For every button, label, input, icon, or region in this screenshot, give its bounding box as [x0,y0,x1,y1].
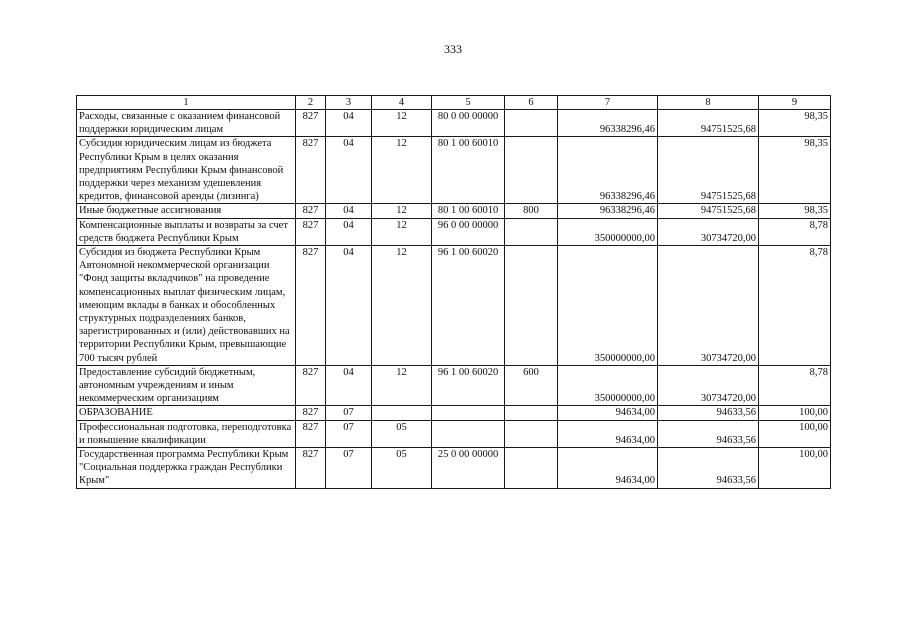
header-cell: 5 [432,96,505,110]
expense-type-cell [505,420,558,447]
target-article-cell: 80 1 00 60010 [432,204,505,218]
section-code-cell: 04 [326,365,372,406]
header-cell: 4 [372,96,432,110]
row-name-cell: Иные бюджетные ассигнования [77,204,296,218]
ministry-code-cell: 827 [296,204,326,218]
table-row [77,246,831,366]
planned-amount-cell: 96338296,46 [558,110,658,137]
percent-cell: 8,78 [759,246,831,366]
ministry-code-cell: 827 [296,218,326,245]
expense-type-cell [505,137,558,204]
percent-cell: 100,00 [759,406,831,420]
page-number: 333 [444,42,462,56]
target-article-cell: 96 0 00 00000 [432,218,505,245]
percent-cell: 98,35 [759,137,831,204]
ministry-code-cell: 827 [296,448,326,489]
percent-cell: 98,35 [759,110,831,137]
planned-amount-cell: 350000000,00 [558,246,658,366]
planned-amount-cell: 96338296,46 [558,137,658,204]
actual-amount-cell: 94751525,68 [658,137,759,204]
percent-cell: 8,78 [759,218,831,245]
expense-type-cell [505,218,558,245]
ministry-code-cell: 827 [296,365,326,406]
table-row [77,218,831,245]
target-article-cell: 80 1 00 60010 [432,137,505,204]
row-name-cell: Субсидия юридическим лицам из бюджета Республики Крым в целях оказания предприятиям Республики Крым финансовой поддержки через механизм удешевления кредитов, финансовой аренды (лизинга) [77,137,296,204]
target-article-cell [432,420,505,447]
actual-amount-cell: 94633,56 [658,420,759,447]
table-row [77,204,831,218]
header-cell: 1 [77,96,296,110]
header-cell: 9 [759,96,831,110]
section-code-cell: 07 [326,406,372,420]
row-name-cell: ОБРАЗОВАНИЕ [77,406,296,420]
actual-amount-cell: 94751525,68 [658,204,759,218]
actual-amount-cell: 94751525,68 [658,110,759,137]
table-row [77,110,831,137]
header-cell: 2 [296,96,326,110]
actual-amount-cell: 94633,56 [658,448,759,489]
subsection-code-cell [372,406,432,420]
percent-cell: 100,00 [759,420,831,447]
section-code-cell: 07 [326,448,372,489]
expense-type-cell [505,448,558,489]
subsection-code-cell: 12 [372,246,432,366]
row-name-cell: Субсидия из бюджета Республики Крым Автономной некоммерческой организации "Фонд защиты вкладчиков" на проведение компенсационных выплат физическим лицам, имеющим вклады в банках и обособленных структурных подразделениях банков, зарегистрированных и (или) действовавших на территории Республики Крым, превышающие 700 тысяч рублей [77,246,296,366]
table-row [77,365,831,406]
actual-amount-cell: 94633,56 [658,406,759,420]
section-code-cell: 04 [326,218,372,245]
percent-cell: 8,78 [759,365,831,406]
planned-amount-cell: 350000000,00 [558,365,658,406]
planned-amount-cell: 94634,00 [558,406,658,420]
ministry-code-cell: 827 [296,246,326,366]
table-row [77,448,831,489]
table-row [77,137,831,204]
ministry-code-cell: 827 [296,110,326,137]
target-article-cell: 80 0 00 00000 [432,110,505,137]
header-cell: 6 [505,96,558,110]
subsection-code-cell: 05 [372,448,432,489]
header-cell: 8 [658,96,759,110]
target-article-cell [432,406,505,420]
actual-amount-cell: 30734720,00 [658,246,759,366]
subsection-code-cell: 12 [372,204,432,218]
subsection-code-cell: 05 [372,420,432,447]
expense-type-cell [505,110,558,137]
planned-amount-cell: 94634,00 [558,448,658,489]
subsection-code-cell: 12 [372,218,432,245]
planned-amount-cell: 96338296,46 [558,204,658,218]
percent-cell: 98,35 [759,204,831,218]
target-article-cell: 96 1 00 60020 [432,365,505,406]
header-cell: 3 [326,96,372,110]
actual-amount-cell: 30734720,00 [658,218,759,245]
row-name-cell: Государственная программа Республики Крым "Социальная поддержка граждан Республики Крым" [77,448,296,489]
table-header-row [77,96,831,110]
section-code-cell: 04 [326,137,372,204]
expense-type-cell: 600 [505,365,558,406]
expense-type-cell [505,406,558,420]
ministry-code-cell: 827 [296,420,326,447]
planned-amount-cell: 350000000,00 [558,218,658,245]
ministry-code-cell: 827 [296,406,326,420]
header-cell: 7 [558,96,658,110]
subsection-code-cell: 12 [372,110,432,137]
table-row [77,406,831,420]
section-code-cell: 04 [326,110,372,137]
target-article-cell: 25 0 00 00000 [432,448,505,489]
table-row [77,420,831,447]
row-name-cell: Компенсационные выплаты и возвраты за счет средств бюджета Республики Крым [77,218,296,245]
ministry-code-cell: 827 [296,137,326,204]
section-code-cell: 04 [326,246,372,366]
section-code-cell: 04 [326,204,372,218]
percent-cell: 100,00 [759,448,831,489]
subsection-code-cell: 12 [372,365,432,406]
section-code-cell: 07 [326,420,372,447]
actual-amount-cell: 30734720,00 [658,365,759,406]
row-name-cell: Профессиональная подготовка, переподготовка и повышение квалификации [77,420,296,447]
subsection-code-cell: 12 [372,137,432,204]
expense-type-cell [505,246,558,366]
budget-table [76,95,831,489]
planned-amount-cell: 94634,00 [558,420,658,447]
row-name-cell: Расходы, связанные с оказанием финансовой поддержки юридическим лицам [77,110,296,137]
target-article-cell: 96 1 00 60020 [432,246,505,366]
expense-type-cell: 800 [505,204,558,218]
row-name-cell: Предоставление субсидий бюджетным, автономным учреждениям и иным некоммерческим организациям [77,365,296,406]
